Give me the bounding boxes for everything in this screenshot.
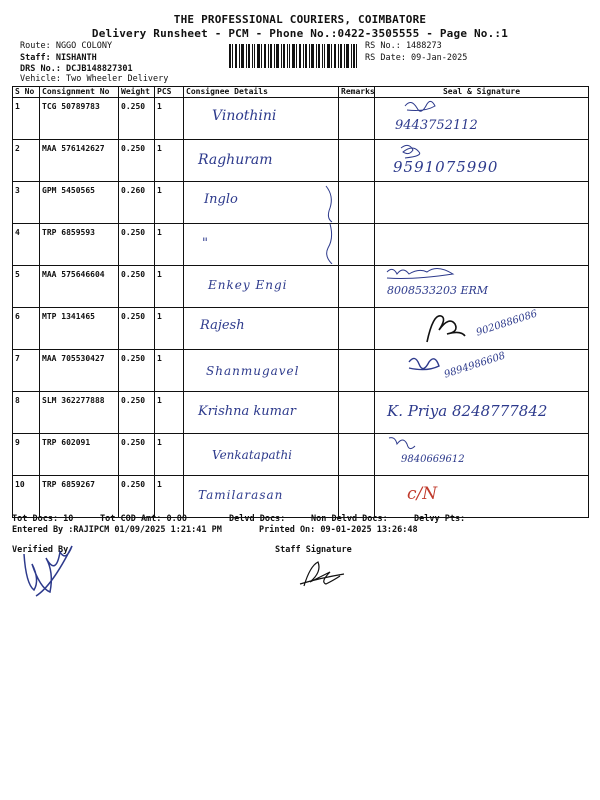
table-row	[13, 224, 589, 266]
table-row	[13, 476, 589, 518]
table-row	[13, 392, 589, 434]
verifier-signature	[14, 540, 94, 610]
cell-pcs: 1	[155, 434, 184, 476]
cell-consignment: GPM 5450565	[40, 182, 119, 224]
cell-consignment: TCG 50789783	[40, 98, 119, 140]
cell-consignee	[184, 266, 339, 308]
consignee-handwriting: Raghuram	[198, 152, 273, 168]
cell-consignee	[184, 182, 339, 224]
cell-consignment: MAA 575646604	[40, 266, 119, 308]
cell-signature	[375, 434, 589, 476]
cell-sno: 1	[13, 98, 40, 140]
staff-label: Staff: NISHANTH	[20, 53, 97, 63]
vehicle-label: Vehicle: Two Wheeler Delivery	[20, 74, 169, 84]
cell-signature	[375, 98, 589, 140]
table-row	[13, 266, 589, 308]
cell-weight: 0.250	[119, 434, 155, 476]
cell-remarks	[339, 266, 375, 308]
col-sno: S No	[13, 87, 40, 98]
cell-consignment: MAA 705530427	[40, 350, 119, 392]
cell-weight: 0.250	[119, 140, 155, 182]
cell-consignment: SLM 362277888	[40, 392, 119, 434]
cell-remarks	[339, 98, 375, 140]
signature-phone: 9591075990	[393, 158, 499, 176]
cell-remarks	[339, 140, 375, 182]
cell-weight: 0.250	[119, 476, 155, 518]
consignee-handwriting: Vinothini	[212, 108, 277, 124]
delivery-points: Delvy Pts:	[414, 514, 466, 524]
cell-sno: 3	[13, 182, 40, 224]
table-row	[13, 434, 589, 476]
cell-remarks	[339, 350, 375, 392]
consignee-handwriting: "	[202, 236, 208, 251]
consignee-handwriting: Inglo	[204, 192, 238, 207]
col-weight: Weight	[119, 87, 155, 98]
cell-consignee	[184, 350, 339, 392]
cell-consignee	[184, 476, 339, 518]
cell-consignee	[184, 308, 339, 350]
signature-phone: 9020886086	[474, 308, 539, 339]
cell-pcs: 1	[155, 182, 184, 224]
cell-sno: 9	[13, 434, 40, 476]
cell-weight: 0.250	[119, 266, 155, 308]
consignee-handwriting: Tamilarasan	[198, 488, 284, 502]
cell-remarks	[339, 308, 375, 350]
table-header-row	[13, 87, 589, 98]
drs-label: DRS No.: DCJB148827301	[20, 64, 133, 74]
signature-text: K. Priya 8248777842	[387, 402, 548, 420]
cell-remarks	[339, 392, 375, 434]
delivered-docs: Delvd Docs:	[229, 514, 286, 524]
cell-signature	[375, 476, 589, 518]
signature-phone: 9894986608	[442, 350, 507, 381]
cell-weight: 0.250	[119, 350, 155, 392]
staff-signature	[296, 556, 356, 596]
cell-pcs: 1	[155, 224, 184, 266]
col-pcs: PCS	[155, 87, 184, 98]
consignee-handwriting: Enkey Engi	[208, 278, 288, 292]
cell-consignee	[184, 392, 339, 434]
signature-phone: 9840669612	[401, 454, 465, 465]
consignee-handwriting: Shanmugavel	[206, 364, 300, 378]
cell-consignee	[184, 434, 339, 476]
col-consignee: Consignee Details	[184, 87, 339, 98]
signature-phone: 8008533203 ERM	[387, 284, 489, 297]
runsheet-subtitle: Delivery Runsheet - PCM - Phone No.:0422-3505555 - Page No.:1	[91, 27, 509, 40]
verified-by-label: Verified By	[12, 545, 69, 555]
table-row	[13, 98, 589, 140]
cell-consignment: TRP 602091	[40, 434, 119, 476]
cell-consignment: TRP 6859593	[40, 224, 119, 266]
cell-signature	[375, 392, 589, 434]
cell-sno: 6	[13, 308, 40, 350]
cell-weight: 0.250	[119, 392, 155, 434]
total-cod: Tot COD Amt: 0.00	[100, 514, 187, 524]
cell-signature	[375, 182, 589, 224]
cell-sno: 7	[13, 350, 40, 392]
entered-by: Entered By :RAJIPCM 01/09/2025 1:21:41 PM	[12, 525, 222, 535]
cell-signature	[375, 350, 589, 392]
cell-pcs: 1	[155, 98, 184, 140]
cell-sno: 5	[13, 266, 40, 308]
table-row	[13, 308, 589, 350]
cell-consignment: MTP 1341465	[40, 308, 119, 350]
cell-pcs: 1	[155, 266, 184, 308]
col-remarks: Remarks	[339, 87, 375, 98]
table-row	[13, 182, 589, 224]
table-row	[13, 350, 589, 392]
cell-weight: 0.250	[119, 224, 155, 266]
signature-phone: 9443752112	[395, 118, 478, 133]
cell-remarks	[339, 224, 375, 266]
cell-remarks	[339, 182, 375, 224]
company-title: THE PROFESSIONAL COURIERS, COIMBATORE	[173, 13, 427, 26]
cell-signature	[375, 266, 589, 308]
cell-consignment: MAA 576142627	[40, 140, 119, 182]
staff-signature-label: Staff Signature	[275, 545, 352, 555]
cell-weight: 0.250	[119, 308, 155, 350]
cell-signature	[375, 308, 589, 350]
consignee-handwriting: Krishna kumar	[198, 404, 296, 419]
cell-sno: 10	[13, 476, 40, 518]
cell-consignee	[184, 98, 339, 140]
cell-signature	[375, 140, 589, 182]
cell-signature	[375, 224, 589, 266]
total-docs: Tot Docs: 10	[12, 514, 74, 524]
cell-pcs: 1	[155, 476, 184, 518]
cell-weight: 0.250	[119, 98, 155, 140]
cell-weight: 0.260	[119, 182, 155, 224]
cell-pcs: 1	[155, 140, 184, 182]
delivery-table	[12, 86, 589, 518]
rs-date: RS Date: 09-Jan-2025	[365, 53, 468, 63]
printed-on: Printed On: 09-01-2025 13:26:48	[259, 525, 418, 535]
signature-text: c/N	[407, 484, 438, 504]
cell-consignment: TRP 6859267	[40, 476, 119, 518]
col-consignment: Consignment No	[40, 87, 119, 98]
consignee-handwriting: Rajesh	[200, 318, 245, 333]
cell-remarks	[339, 434, 375, 476]
barcode	[229, 44, 357, 68]
cell-pcs: 1	[155, 350, 184, 392]
cell-sno: 8	[13, 392, 40, 434]
cell-sno: 4	[13, 224, 40, 266]
cell-consignee	[184, 140, 339, 182]
col-signature: Seal & Signature	[375, 87, 589, 98]
cell-pcs: 1	[155, 392, 184, 434]
cell-remarks	[339, 476, 375, 518]
rs-number: RS No.: 1488273	[365, 41, 442, 51]
consignee-handwriting: Venkatapathi	[212, 448, 293, 462]
cell-consignee	[184, 224, 339, 266]
cell-sno: 2	[13, 140, 40, 182]
non-delivered-docs: Non Delvd Docs:	[311, 514, 388, 524]
route-label: Route: NGGO COLONY	[20, 41, 113, 51]
table-row	[13, 140, 589, 182]
cell-pcs: 1	[155, 308, 184, 350]
